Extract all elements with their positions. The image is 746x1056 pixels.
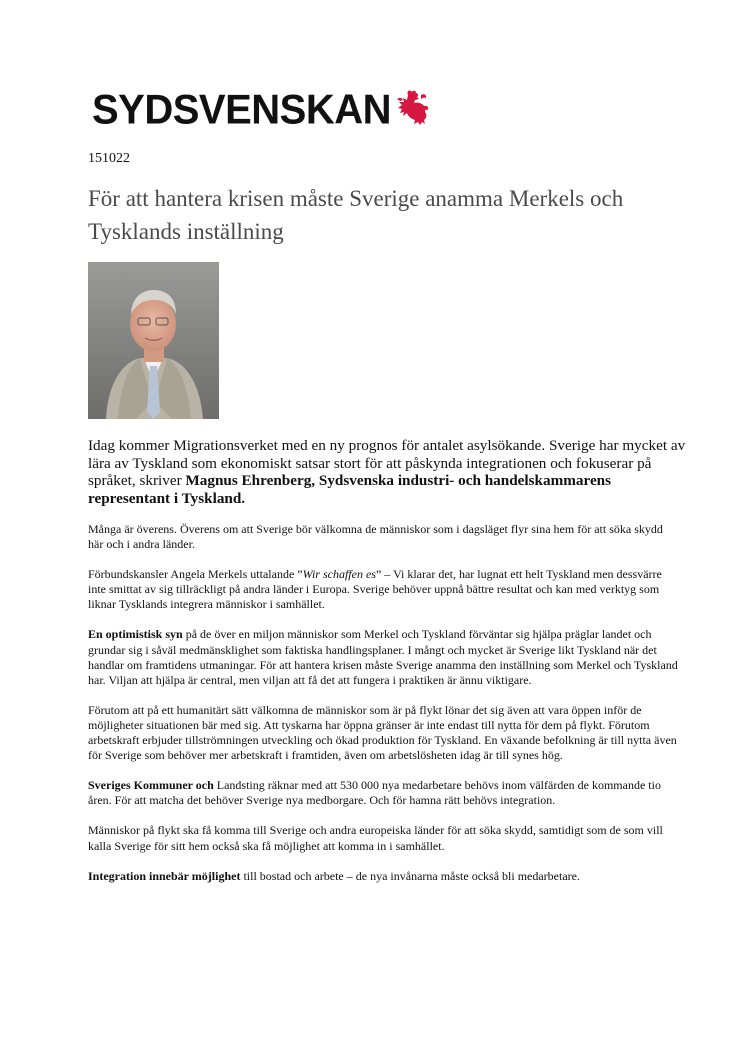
publication-date: 151022 — [88, 151, 130, 166]
article-body — [88, 522, 678, 899]
body-paragraph — [88, 567, 678, 612]
paragraph-text: till bostad och arbete – de nya invånarna måste också bli medarbetare. — [240, 868, 580, 883]
masthead-logo-text: SYDSVENSKAN — [92, 86, 392, 134]
body-paragraph — [88, 823, 678, 853]
body-paragraph — [88, 703, 678, 763]
author-photo — [88, 262, 219, 419]
paragraph-text: Landsting räknar med att 530 000 nya medarbetare behövs inom välfärden de kommande tio åren. För att matcha det behöver Sverige nya medborgare. Och för hamna rätt behövs integration. — [88, 778, 661, 808]
paragraph-text: på de över en miljon människor som Merkel och Tyskland förväntar sig hjälpa präglar landet och grundar sig i såväl medmänsklighet som faktiska handlingsplaner. I mångt och mycket är Sverige likt Tyskland när det handlar om framtidens utmaningar. För att hantera krisen måste Sverige anamma den inställning som Merkel och Tyskland har. Viljan att hjälpa är central, men viljan att få det att fungera i praktiken är ännu viktigare. — [88, 627, 678, 687]
paragraph-text: Människor på flykt ska få komma till Sverige och andra europeiska länder för att söka skydd, samtidigt som de som vill kalla Sverige för sitt hem också ska få möjlighet att komma in i samhället. — [88, 823, 663, 853]
body-paragraph — [88, 778, 678, 808]
body-paragraph — [88, 869, 678, 884]
merkel-quote: Wir schaffen es — [302, 567, 376, 582]
paragraph-text: Många är överens. Överens om att Sverige bör välkomna de människor som i dagsläget flyr sina hem för att söka skydd här och i andra länder. — [88, 522, 663, 552]
lead-text: Idag kommer Migrationsverket med en ny prognos för antalet asylsökande. Sverige har mycket av lära av Tyskland som ekonomiskt satsar stort för att påskynda integrationen och fokuserar på språket, skriver — [88, 437, 686, 489]
body-paragraph — [88, 627, 678, 687]
paragraph-text: Förbundskansler Angela Merkels uttalande ” — [88, 567, 303, 582]
paragraph-text: ” – Vi klarar det, har lugnat ett helt Tyskland men dessvärre inte smittat av sig tillräckligt på andra länder i Europa. Sverige behöver uppnå bättre resultat och kan med verktyg som liknar Tysklands integrera människor i samhället. — [88, 567, 662, 612]
griffin-icon — [394, 89, 430, 127]
portrait-image — [88, 262, 219, 419]
paragraph-text: Förutom att på ett humanitärt sätt välkomna de människor som är på flykt lönar det sig även att vara öppen inför de möjligheter situationen bär med sig. Att tyskarna har öppna gränser är inte endast till nytta för dem på flykt. Förutom arbetskraft erbjuder tillströmningen utveckling och ökad produktion för Tyskland. En växande befolkning är till nytta även för Sverige som behöver mer arbetskraft i framtiden, även om arbetslösheten idag är till synes hög. — [88, 702, 677, 763]
paragraph-lead: En optimistisk syn — [88, 627, 183, 642]
article-lead — [88, 437, 688, 507]
paragraph-lead: Sveriges Kommuner och — [88, 778, 214, 793]
article-headline: För att hantera krisen måste Sverige anamma Merkels och Tysklands inställning — [88, 186, 624, 244]
masthead — [92, 86, 430, 134]
body-paragraph — [88, 522, 678, 552]
paragraph-lead: Integration innebär möjlighet — [88, 868, 241, 883]
lead-byline: Magnus Ehrenberg, Sydsvenska industri- och handelskammarens representant i Tyskland. — [88, 472, 612, 507]
